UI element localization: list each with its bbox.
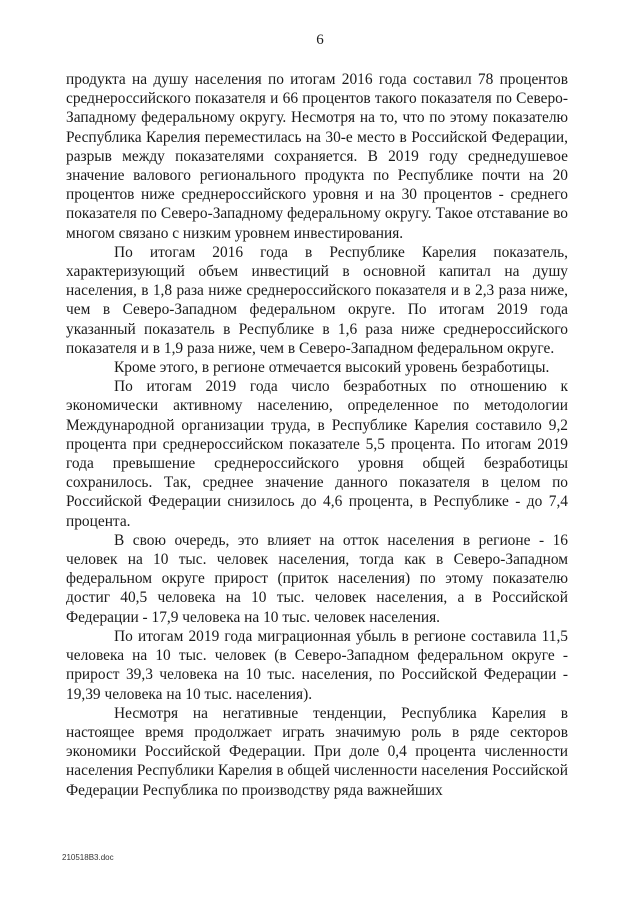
page-number: 6 xyxy=(316,32,324,48)
paragraph-migration: По итогам 2019 года миграционная убыль в регионе составила 11,5 человека на 10 тыс. человек (в Северо-Западном федеральном округе - прирост 39,3 человека на 10 тыс. населения, по Российской Федерации - 19,39 человека на 10 тыс. населения). xyxy=(66,627,568,703)
document-body xyxy=(66,70,568,800)
paragraph-unemployment-stats: По итогам 2019 года число безработных по отношению к экономически активному населению, определенное по методологии Международной организации труда, в Республике Карелия составило 9,2 процента при среднероссийском показателе 5,5 процента. По итогам 2019 года превышение среднероссийского уровня общей безработицы сохранилось. Так, среднее значение данного показателя в целом по Российской Федерации снизилось до 4,6 процента, в Республике - до 7,4 процента. xyxy=(66,378,568,530)
paragraph-economic-role: Несмотря на негативные тенденции, Республика Карелия в настоящее время продолжает играть значимую роль в ряде секторов экономики Российской Федерации. При доле 0,4 процента численности населения Республики Карелия в общей численности населения Российской Федерации Республика по производству ряда важнейших xyxy=(66,704,568,799)
paragraph-population-outflow: В свою очередь, это влияет на отток населения в регионе - 16 человек на 10 тыс. человек населения, тогда как в Северо-Западном федеральном округе прирост (приток населения) по этому показателю достиг 40,5 человека на 10 тыс. человек населения, а в Российской Федерации - 17,9 человека на 10 тыс. человек населения. xyxy=(66,531,568,626)
paragraph-gdp-continuation: продукта на душу населения по итогам 2016 года составил 78 процентов среднероссийского показателя и 66 процентов такого показателя по Северо-Западному федеральному округу. Несмотря на то, что по этому показателю Республика Карелия переместилась на 30-е место в Российской Федерации, разрыв между показателями сохраняется. В 2019 году среднедушевое значение валового регионального продукта по Республике почти на 20 процентов ниже среднероссийского уровня и на 30 процентов - среднего показателя по Северо-Западному федеральному округу. Такое отставание во многом связано с низким уровнем инвестирования. xyxy=(66,71,568,242)
paragraph-investment: По итогам 2016 года в Республике Карелия показатель, характеризующий объем инвестиций в основной капитал на душу населения, в 1,8 раза ниже среднероссийского показателя и в 2,3 раза ниже, чем в Северо-Западном федеральном округе. По итогам 2019 года указанный показатель в Республике в 1,6 раза ниже среднероссийского показателя и в 1,9 раза ниже, чем в Северо-Западном федеральном округе. xyxy=(66,243,568,357)
file-code-footer: 210518B3.doc xyxy=(62,853,114,862)
paragraph-unemployment-intro: Кроме этого, в регионе отмечается высокий уровень безработицы. xyxy=(114,359,550,377)
